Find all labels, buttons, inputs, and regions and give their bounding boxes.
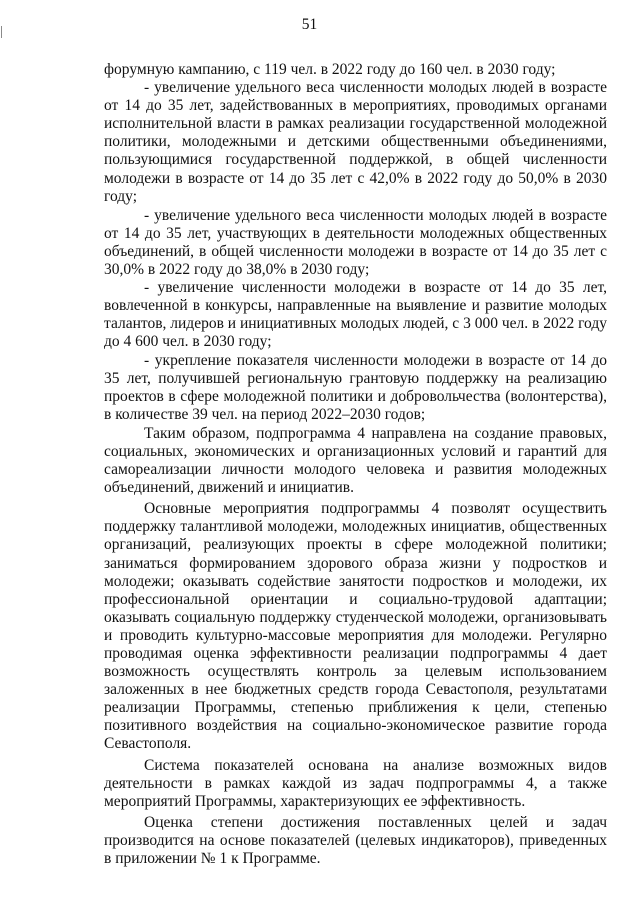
paragraph-bullet-grant-support: - укрепление показателя численности молодежи в возрасте от 14 до 35 лет, получившей региональную грантовую поддержку на реализацию проектов в сфере молодежной политики и добровольчества (волонтерства), в количестве 39 чел. на период 2022–2030 годов; bbox=[104, 351, 607, 423]
paragraph-main-activities: Основные мероприятия подпрограммы 4 позволят осуществить поддержку талантливой молодежи, молодежных инициатив, общественных организаций, реализующих проекты в сфере молодежной политики; заниматься формированием здорового образа жизни у подростков и молодежи; оказывать содействие занятости подростков и молодежи, их профессиональной ориентации и социально-трудовой адаптации; оказывать социальную поддержку студенческой молодежи, организовывать и проводить культурно-массовые мероприятия для молодежи. Регулярно проводимая оценка эффективности реализации подпрограммы 4 дает возможность осуществлять контроль за целевым использованием заложенных в нее бюджетных средств города Севастополя, результатами реализации Программы, степенью приближения к цели, степенью позитивного воздействия на социально-экономическое развитие города Севастополя. bbox=[104, 500, 607, 753]
paragraph-indicator-system: Система показателей основана на анализе возможных видов деятельности в рамках каждой из задач подпрограммы 4, а также мероприятий Программы, характеризующих ее эффективность. bbox=[104, 756, 607, 810]
paragraph-bullet-contests: - увеличение численности молодежи в возрасте от 14 до 35 лет, вовлеченной в конкурсы, направленные на выявление и развитие молодых талантов, лидеров и инициативных молодых людей, с 3 000 чел. в 2022 году до 4 600 чел. в 2030 году; bbox=[104, 279, 607, 351]
paragraph-forum-campaign: форумную кампанию, с 119 чел. в 2022 году до 160 чел. в 2030 году; bbox=[104, 61, 556, 78]
document-body bbox=[104, 61, 607, 868]
paragraph-goal-assessment: Оценка степени достижения поставленных целей и задач производится на основе показателей (целевых индикаторов), приведенных в приложении № 1 к Программе. bbox=[104, 813, 607, 868]
paragraph-subprogram-purpose: Таким образом, подпрограмма 4 направлена на создание правовых, социальных, экономических и организационных условий и гарантий для самореализации личности молодого человека и развития молодежных объединений, движений и инициатив. bbox=[104, 424, 607, 497]
paragraph-bullet-events-participation: - увеличение удельного веса численности молодых людей в возрасте от 14 до 35 лет, задействованных в мероприятиях, проводимых органами исполнительной власти в рамках реализации государственной молодежной политики, молодежными и детскими общественными объединениями, пользующимися государственной поддержкой, в общей численности молодежи в возрасте от 14 до 35 лет с 42,0% в 2022 году до 50,0% в 2030 году; bbox=[104, 79, 607, 205]
paragraph-bullet-public-associations: - увеличение удельного веса численности молодых людей в возрасте от 14 до 35 лет, участвующих в деятельности молодежных общественных объединений, в общей численности молодежи в возрасте от 14 до 35 лет с 30,0% в 2022 году до 38,0% в 2030 году; bbox=[104, 206, 607, 279]
page-number: 51 bbox=[301, 16, 318, 33]
